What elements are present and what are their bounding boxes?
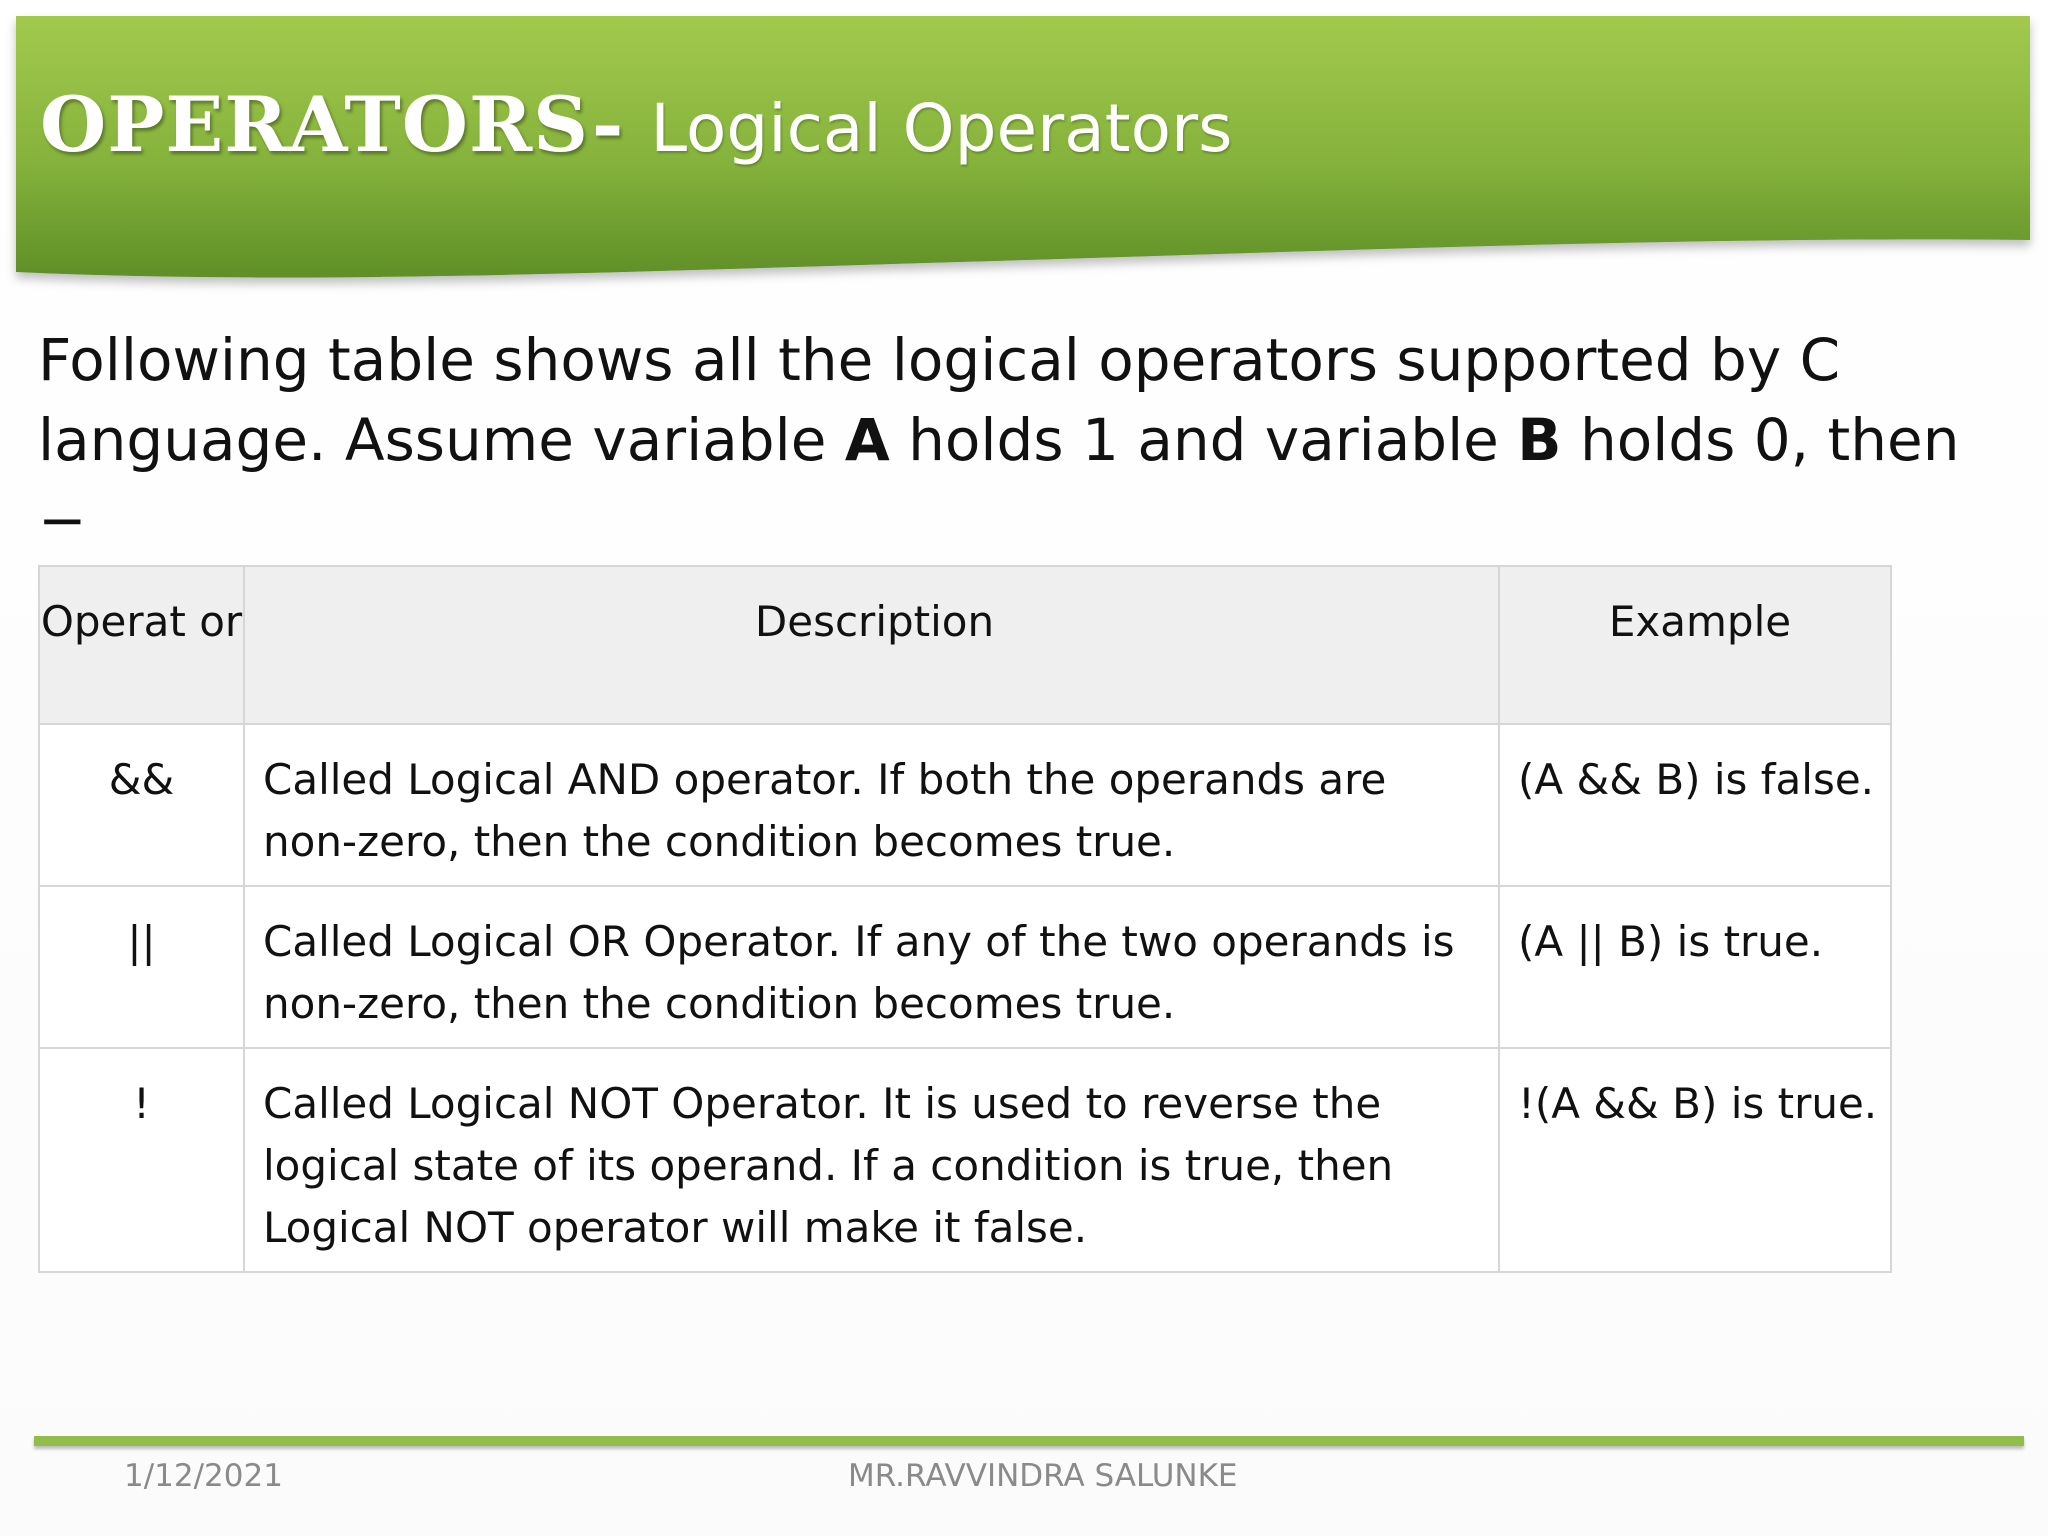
header-description: Description <box>244 566 1499 724</box>
intro-text-2: holds 1 and variable <box>889 406 1518 474</box>
intro-var-a: A <box>844 406 890 474</box>
table-row <box>39 1048 1891 1272</box>
cell-operator: ! <box>39 1048 244 1272</box>
cell-operator: && <box>39 724 244 886</box>
table-row <box>39 886 1891 1048</box>
operators-table <box>38 565 1892 1273</box>
title-sub: Logical Operators <box>650 90 1233 167</box>
cell-example: !(A && B) is true. <box>1499 1048 1891 1272</box>
cell-example: (A && B) is false. <box>1499 724 1891 886</box>
intro-text-3: holds 0, then − <box>38 406 1960 554</box>
table-row <box>39 724 1891 886</box>
footer-date: 1/12/2021 <box>124 1458 283 1494</box>
intro-text-1: Following table shows all the logical operators supported by C language. Assume variable <box>38 326 1841 474</box>
cell-operator: || <box>39 886 244 1048</box>
footer-author: MR.RAVVINDRA SALUNKE <box>848 1458 1238 1494</box>
title-main: OPERATORS- <box>40 80 625 169</box>
intro-var-b: B <box>1517 406 1562 474</box>
cell-description: Called Logical NOT Operator. It is used to reverse the logical state of its operand. If a condition is true, then Logical NOT operator will make it false. <box>244 1048 1499 1272</box>
footer-divider <box>34 1436 2024 1446</box>
cell-description: Called Logical OR Operator. If any of the two operands is non-zero, then the condition becomes true. <box>244 886 1499 1048</box>
header-example: Example <box>1499 566 1891 724</box>
cell-description: Called Logical AND operator. If both the operands are non-zero, then the condition becomes true. <box>244 724 1499 886</box>
header-operator: Operat or <box>39 566 244 724</box>
intro-paragraph <box>38 320 1998 560</box>
slide-title <box>40 80 1232 190</box>
cell-example: (A || B) is true. <box>1499 886 1891 1048</box>
table-header-row <box>39 566 1891 724</box>
